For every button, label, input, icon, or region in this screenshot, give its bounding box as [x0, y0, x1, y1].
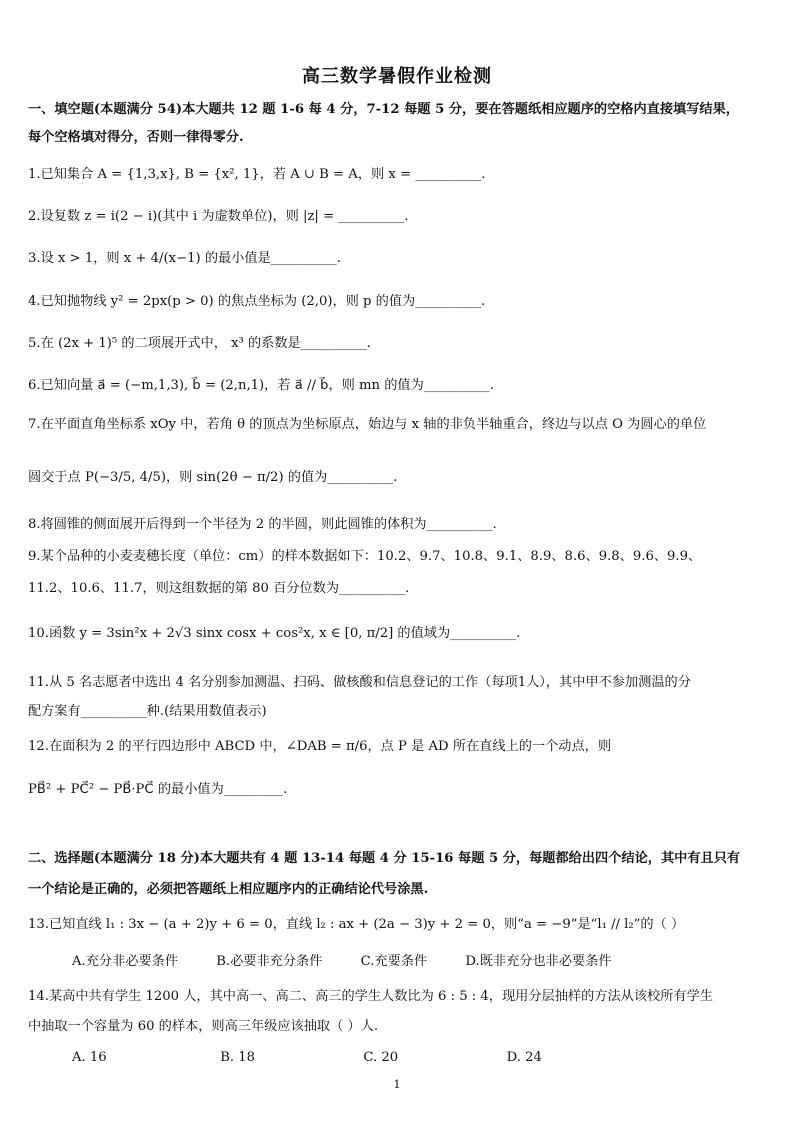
page-number: 1: [393, 1078, 401, 1091]
question-11-line1: 11.从 5 名志愿者中选出 4 名分别参加测温、扫码、做核酸和信息登记的工作（每项1人），其中甲不参加测温的分: [28, 675, 691, 690]
q14-option-d[interactable]: D. 24: [506, 1050, 542, 1065]
section2-heading-line1: 二、选择题(本题满分 18 分)本大题共有 4 题 13-14 每题 4 分 15-16 每题 5 分，每题都给出四个结论，其中有且只有: [28, 851, 741, 866]
question-7-line1: 7.在平面直角坐标系 xOy 中，若角 θ 的顶点为坐标原点，始边与 x 轴的非负半轴重合，终边与以点 O 为圆心的单位: [28, 417, 707, 432]
question-10: 10.函数 y = 3sin²x + 2√3 sinx cosx + cos²x, x ∈ [0, π/2] 的值域为__________.: [28, 626, 521, 641]
question-4: 4.已知抛物线 y² = 2px(p > 0) 的焦点坐标为 (2,0)，则 p 的值为__________.: [28, 294, 486, 309]
question-12-line1: 12.在面积为 2 的平行四边形中 ABCD 中，∠DAB = π/6，点 P 是 AD 所在直线上的一个动点，则: [28, 739, 612, 754]
question-11-line2: 配方案有__________种.(结果用数值表示): [28, 704, 267, 719]
q14-option-b[interactable]: B. 18: [220, 1050, 256, 1065]
q14-option-c[interactable]: C. 20: [363, 1050, 399, 1065]
section2-heading-line2: 一个结论是正确的，必须把答题纸上相应题序内的正确结论代号涂黑.: [28, 882, 429, 897]
question-8: 8.将圆锥的侧面展开后得到一个半径为 2 的半圆，则此圆锥的体积为__________.: [28, 517, 497, 532]
question-3: 3.设 x > 1，则 x + 4/(x−1) 的最小值是__________.: [28, 251, 341, 266]
q13-option-a[interactable]: A.充分非必要条件: [72, 954, 179, 969]
page-title: 高三数学暑假作业检测: [302, 66, 492, 87]
question-14-line2: 中抽取一个容量为 60 的样本，则高三年级应该抽取（ ）人.: [28, 1019, 379, 1034]
question-13-stem: 13.已知直线 l₁ : 3x − (a + 2)y + 6 = 0，直线 l₂ : ax + (2a − 3)y + 2 = 0，则“a = −9”是“l₁ // l₂”的（ ）: [28, 917, 685, 932]
question-2: 2.设复数 z = i(2 − i)(其中 i 为虚数单位)，则 |z| = __________.: [28, 209, 409, 224]
question-13-options: [72, 950, 646, 974]
q13-option-c[interactable]: C.充要条件: [360, 954, 428, 969]
question-14-line1: 14.某高中共有学生 1200 人，其中高一、高二、高三的学生人数比为 6 : 5 : 4，现用分层抽样的方法从该校所有学生: [28, 989, 713, 1004]
section1-heading-line1: 一、填空题(本题满分 54)本大题共 12 题 1-6 每 4 分，7-12 每题 5 分，要在答题纸相应题序的空格内直接填写结果，: [28, 102, 739, 117]
question-9-line2: 11.2、10.6、11.7，则这组数据的第 80 百分位数为__________.: [28, 581, 410, 596]
section1-heading-line2: 每个空格填对得分，否则一律得零分.: [28, 130, 244, 145]
question-14-options: [72, 1046, 576, 1070]
question-7-line2: 圆交于点 P(−3/5, 4/5)，则 sin(2θ − π/2) 的值为__________.: [28, 470, 398, 485]
q14-option-a[interactable]: A. 16: [72, 1050, 107, 1065]
q13-option-d[interactable]: D.既非充分也非必要条件: [465, 954, 612, 969]
question-9-line1: 9.某个品种的小麦麦穗长度（单位：cm）的样本数据如下：10.2、9.7、10.8、9.1、8.9、8.6、9.8、9.6、9.9、: [28, 549, 702, 564]
question-5: 5.在 (2x + 1)⁵ 的二项展开式中， x³ 的系数是__________.: [28, 336, 371, 351]
question-1: 1.已知集合 A = {1,3,x}, B = {x², 1}，若 A ∪ B = A，则 x = __________.: [28, 167, 486, 182]
question-12-line2: PB⃗² + PC⃗² − PB⃗·PC⃗ 的最小值为_________.: [28, 782, 288, 797]
question-6: 6.已知向量 a⃗ = (−m,1,3), b⃗ = (2,n,1)，若 a⃗ // b⃗，则 mn 的值为__________.: [28, 378, 494, 393]
q13-option-b[interactable]: B.必要非充分条件: [216, 954, 323, 969]
